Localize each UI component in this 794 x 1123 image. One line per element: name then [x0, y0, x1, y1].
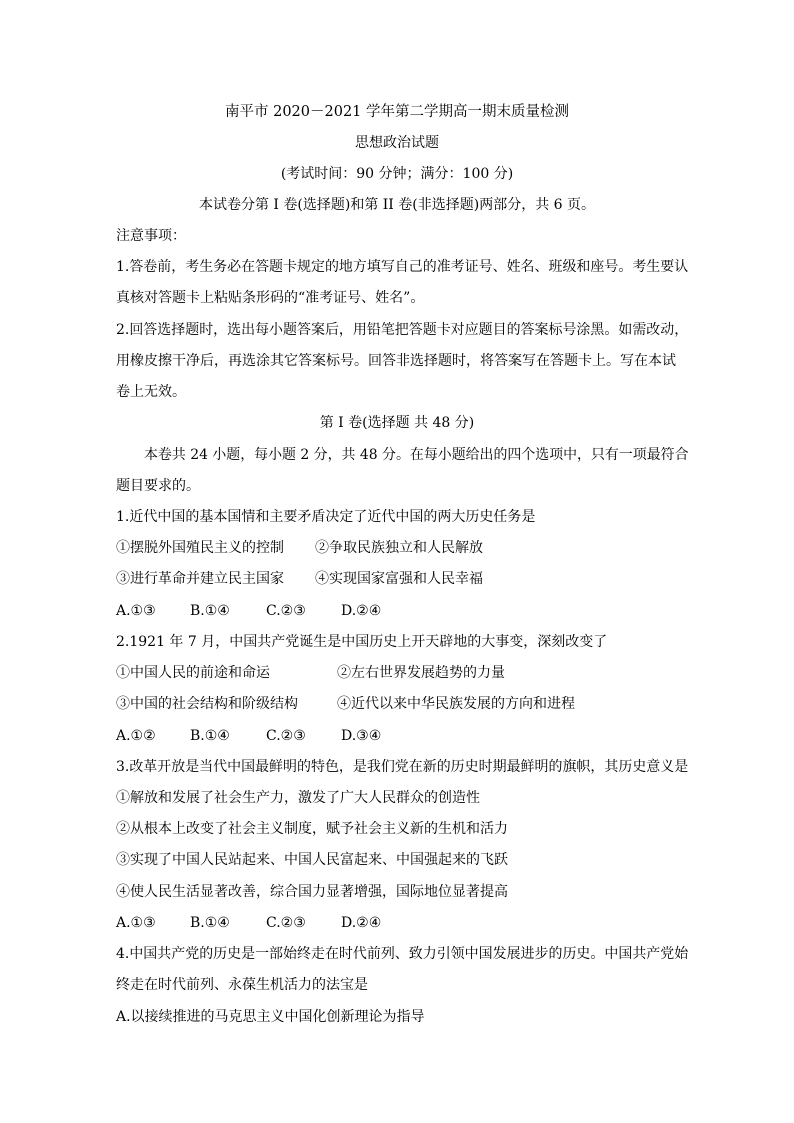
- exam-info: (考试时间：90 分钟；满分：100 分): [280, 166, 514, 182]
- subject-title: 思想政治试题: [355, 135, 439, 151]
- q2-statement-2: ②左右世界发展趋势的力量: [337, 665, 505, 681]
- question-3-stem: 3.改革开放是当代中国最鲜明的特色，是我们党在新的历史时期最鲜明的旗帜，其历史意义是: [116, 759, 689, 775]
- q1-statement-1: ①摆脱外国殖民主义的控制: [116, 540, 284, 556]
- q1-statement-2: ②争取民族独立和人民解放: [315, 540, 483, 556]
- q3-statement-1: ①解放和发展了社会生产力，激发了广大人民群众的创造性: [116, 790, 480, 806]
- note-1-line-2: 真核对答题卡上粘贴条形码的“准考证号、姓名”。: [116, 290, 425, 306]
- q3-choice-d: D.②④: [341, 915, 382, 931]
- q3-statement-2: ②从根本上改变了社会主义制度，赋予社会主义新的生机和活力: [116, 821, 508, 837]
- q3-choice-c: C.②③: [266, 915, 306, 931]
- section-1-intro-line-2: 题目要求的。: [116, 478, 200, 494]
- note-2-line-2: 用橡皮擦干净后，再选涂其它答案标号。回答非选择题时，将答案写在答题卡上。写在本试: [116, 353, 676, 369]
- q3-statement-3: ③实现了中国人民站起来、中国人民富起来、中国强起来的飞跃: [116, 852, 508, 868]
- q3-choice-a: A.①③: [116, 915, 156, 931]
- q2-choice-d: D.③④: [341, 728, 382, 744]
- q1-choice-b: B.①④: [190, 603, 230, 619]
- section-1-heading: 第 I 卷(选择题 共 48 分): [319, 415, 475, 431]
- q1-statement-3: ③进行革命并建立民主国家: [116, 571, 284, 587]
- exam-title: 南平市 2020－2021 学年第二学期高一期末质量检测: [224, 104, 570, 120]
- q3-statement-4: ④使人民生活显著改善，综合国力显著增强，国际地位显著提高: [116, 884, 508, 900]
- q2-statement-4: ④近代以来中华民族发展的方向和进程: [337, 696, 575, 712]
- q2-statement-3: ③中国的社会结构和阶级结构: [116, 696, 298, 712]
- q3-choice-b: B.①④: [190, 915, 230, 931]
- paper-structure: 本试卷分第 I 卷(选择题)和第 II 卷(非选择题)两部分，共 6 页。: [198, 197, 596, 213]
- question-4-stem-line-2: 终走在时代前列、永葆生机活力的法宝是: [116, 977, 368, 993]
- q2-choice-c: C.②③: [266, 728, 306, 744]
- note-2-line-1: 2.回答选择题时，选出每小题答案后，用铅笔把答题卡对应题目的答案标号涂黑。如需改动，: [116, 322, 689, 338]
- q1-choice-a: A.①③: [116, 603, 156, 619]
- question-1-stem: 1.近代中国的基本国情和主要矛盾决定了近代中国的两大历史任务是: [116, 509, 536, 525]
- notes-heading: 注意事项：: [116, 228, 186, 244]
- note-1-line-1: 1.答卷前，考生务必在答题卡规定的地方填写自己的准考证号、姓名、班级和座号。考生要认: [116, 259, 689, 275]
- q2-choice-a: A.①②: [116, 728, 156, 744]
- note-2-line-3: 卷上无效。: [116, 384, 186, 400]
- q4-choice-a: A.以接续推进的马克思主义中国化创新理论为指导: [116, 1009, 425, 1025]
- q2-choice-b: B.①④: [190, 728, 230, 744]
- q1-statement-4: ④实现国家富强和人民幸福: [315, 571, 483, 587]
- question-2-stem: 2.1921 年 7 月，中国共产党诞生是中国历史上开天辟地的大事变，深刻改变了: [116, 634, 608, 650]
- q1-choice-d: D.②④: [341, 603, 382, 619]
- section-1-intro-line-1: 本卷共 24 小题，每小题 2 分，共 48 分。在每小题给出的四个选项中，只有一项最符合: [144, 447, 689, 463]
- q2-statement-1: ①中国人民的前途和命运: [116, 665, 270, 681]
- question-4-stem-line-1: 4.中国共产党的历史是一部始终走在时代前列、致力引领中国发展进步的历史。中国共产党始: [116, 946, 689, 962]
- q1-choice-c: C.②③: [266, 603, 306, 619]
